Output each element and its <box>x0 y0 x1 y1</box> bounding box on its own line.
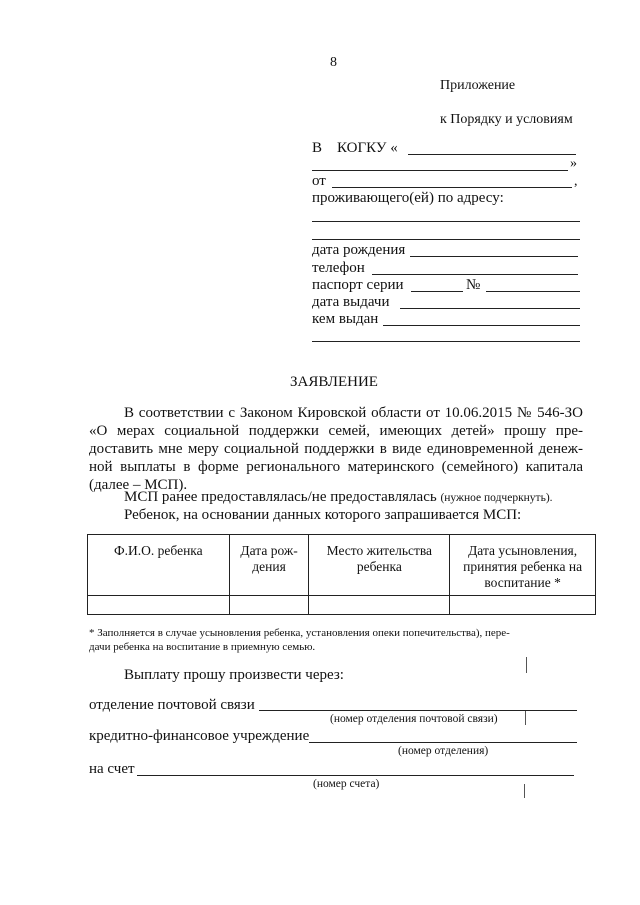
footnote-line-1: * Заполняется в случае усыновления ребенка, установления опеки попечительства), пере- <box>89 627 510 639</box>
address-line-1[interactable] <box>312 221 580 222</box>
number-sign: № <box>466 277 481 293</box>
cell-residence[interactable] <box>309 596 450 615</box>
scan-mark-2 <box>525 711 526 725</box>
phone-label: телефон <box>312 260 365 276</box>
org-name-line[interactable] <box>408 154 576 155</box>
residing-label: проживающего(ей) по адресу: <box>312 190 504 206</box>
account-label: на счет <box>89 761 135 777</box>
issue-date-label: дата выдачи <box>312 294 390 310</box>
col-header-residence: Место жительства ребенка <box>309 535 450 596</box>
closing-quote: » <box>570 156 577 171</box>
birth-date-line[interactable] <box>410 256 578 257</box>
footnote-line-2: дачи ребенка на воспитание в приемную семью. <box>89 641 316 653</box>
body-line-2: «О мерах социальной поддержки семей, имеющих детей» прошу пре- <box>89 423 583 439</box>
birth-date-label: дата рождения <box>312 242 406 258</box>
page-number: 8 <box>330 55 337 70</box>
col-header-adoption-date: Дата усыновления, принятия ребенка на воспитание * <box>450 535 596 596</box>
payment-intro: Выплату прошу произвести через: <box>124 667 344 683</box>
msp-status <box>124 488 553 506</box>
account-line[interactable] <box>137 775 574 776</box>
cell-birth-date[interactable] <box>229 596 309 615</box>
body-line-1: В соответствии с Законом Кировской области от 10.06.2015 № 546-ЗО <box>124 405 583 421</box>
document-title: ЗАЯВЛЕНИЕ <box>290 374 378 390</box>
child-basis-text: Ребенок, на основании данных которого запрашивается МСП: <box>124 507 522 523</box>
bank-hint: (номер отделения) <box>398 745 489 757</box>
to-prefix: В <box>312 140 323 156</box>
post-office-hint: (номер отделения почтовой связи) <box>330 713 498 725</box>
address-line-2[interactable] <box>312 239 580 240</box>
scan-mark <box>526 657 527 673</box>
issued-by-line-2[interactable] <box>312 341 580 342</box>
appendix-reference: к Порядку и условиям <box>440 112 573 127</box>
cell-adoption-date[interactable] <box>450 596 596 615</box>
body-line-4: ной выплаты в форме регионального материнского (семейного) капитала <box>89 459 583 475</box>
children-table <box>87 534 596 615</box>
from-label: от <box>312 173 326 189</box>
cell-name[interactable] <box>88 596 230 615</box>
col-header-name: Ф.И.О. ребенка <box>88 535 230 596</box>
issued-by-label: кем выдан <box>312 311 379 327</box>
org-name-line-2[interactable] <box>312 170 568 171</box>
table-header-row <box>88 535 596 596</box>
applicant-name-line[interactable] <box>332 187 572 188</box>
msp-status-note: (нужное подчеркнуть). <box>440 492 553 504</box>
comma: , <box>574 174 578 189</box>
body-line-5: (далее – МСП). <box>89 477 188 493</box>
passport-series-line[interactable] <box>411 291 463 292</box>
issue-date-line[interactable] <box>400 308 580 309</box>
account-hint: (номер счета) <box>313 778 380 790</box>
col-header-birth-date: Дата рож- дения <box>229 535 309 596</box>
bank-label: кредитно-финансовое учреждение <box>89 728 310 744</box>
appendix-label: Приложение <box>440 78 516 93</box>
msp-status-text[interactable]: МСП ранее предоставлялась/не предоставлялась <box>124 489 437 505</box>
scan-mark-3 <box>524 784 525 798</box>
table-row <box>88 596 596 615</box>
issued-by-line[interactable] <box>383 325 580 326</box>
body-line-3: доставить мне меру социальной поддержки в виде единовременной денеж- <box>89 441 583 457</box>
phone-line[interactable] <box>372 274 578 275</box>
passport-number-line[interactable] <box>486 291 580 292</box>
passport-label: паспорт серии <box>312 277 404 293</box>
bank-line[interactable] <box>309 742 577 743</box>
post-office-label: отделение почтовой связи <box>89 697 255 713</box>
to-org: КОГКУ « <box>337 140 398 156</box>
post-office-line[interactable] <box>259 710 577 711</box>
